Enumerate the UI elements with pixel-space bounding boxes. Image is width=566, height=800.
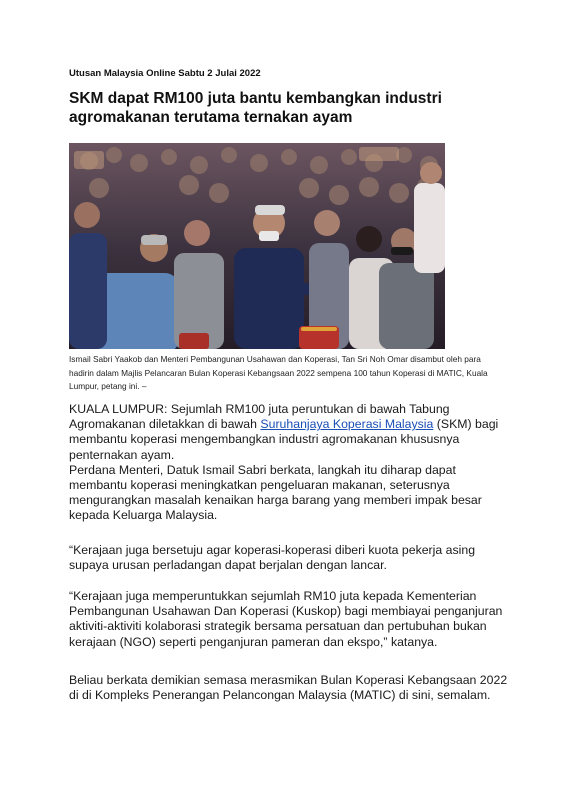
skm-link[interactable]: Suruhanjaya Koperasi Malaysia: [260, 417, 434, 432]
article-paragraph-5: Beliau berkata demikian semasa merasmikan Bulan Koperasi Kebangsaan 2022 di di Kompleks Penerangan Pelancongan Malaysia (MATIC) di sini, semalam.: [69, 673, 508, 703]
source-dateline: Utusan Malaysia Online Sabtu 2 Julai 2022: [69, 68, 261, 79]
article-photo: [69, 143, 445, 349]
article-paragraph-3: “Kerajaan juga bersetuju agar koperasi-koperasi diberi kuota pekerja asing supaya urusan perladangan dapat berjalan dengan lancar.: [69, 543, 476, 573]
article-headline: SKM dapat RM100 juta bantu kembangkan industri agromakanan terutama ternakan ayam: [69, 90, 442, 126]
paragraph-1-text-end: (SKM) bagi membantu koperasi mengembangkan industri agromakanan khususnya penternakan ayam.: [69, 417, 499, 462]
article-paragraph-4: “Kerajaan juga memperuntukkan sejumlah RM10 juta kepada Kementerian Pembangunan Usahawan Dan Koperasi (Kuskop) bagi membiayai penganjuran aktiviti-aktiviti kolaborasi strategik bersama persatuan dan pertubuhan bukan kerajaan (NGO) seperti penganjuran pameran dan ekspo,” katanya.: [69, 589, 503, 649]
article-paragraph-1: [69, 402, 509, 524]
paragraph-1-text-start: KUALA LUMPUR: Sejumlah RM100 juta peruntukan di bawah Tabung Agromakanan diletakkan di bawah: [69, 402, 450, 432]
article-paragraph-2: Perdana Menteri, Datuk Ismail Sabri berkata, langkah itu diharap dapat membantu koperasi meningkatkan pengeluaran makanan, seterusnya mengurangkan masalah kenaikan harga barang yang memberi impak besar kepada Keluarga Malaysia.: [69, 462, 482, 523]
photo-caption: Ismail Sabri Yaakob dan Menteri Pembangunan Usahawan dan Koperasi, Tan Sri Noh Omar disambut oleh para hadirin dalam Majlis Pelancaran Bulan Koperasi Kebangsaan 2022 sempena 100 tahun Koperasi di MATIC, Kuala Lumpur, petang ini. –: [69, 354, 488, 391]
photo-crowd-handshake-icon: [69, 143, 445, 349]
